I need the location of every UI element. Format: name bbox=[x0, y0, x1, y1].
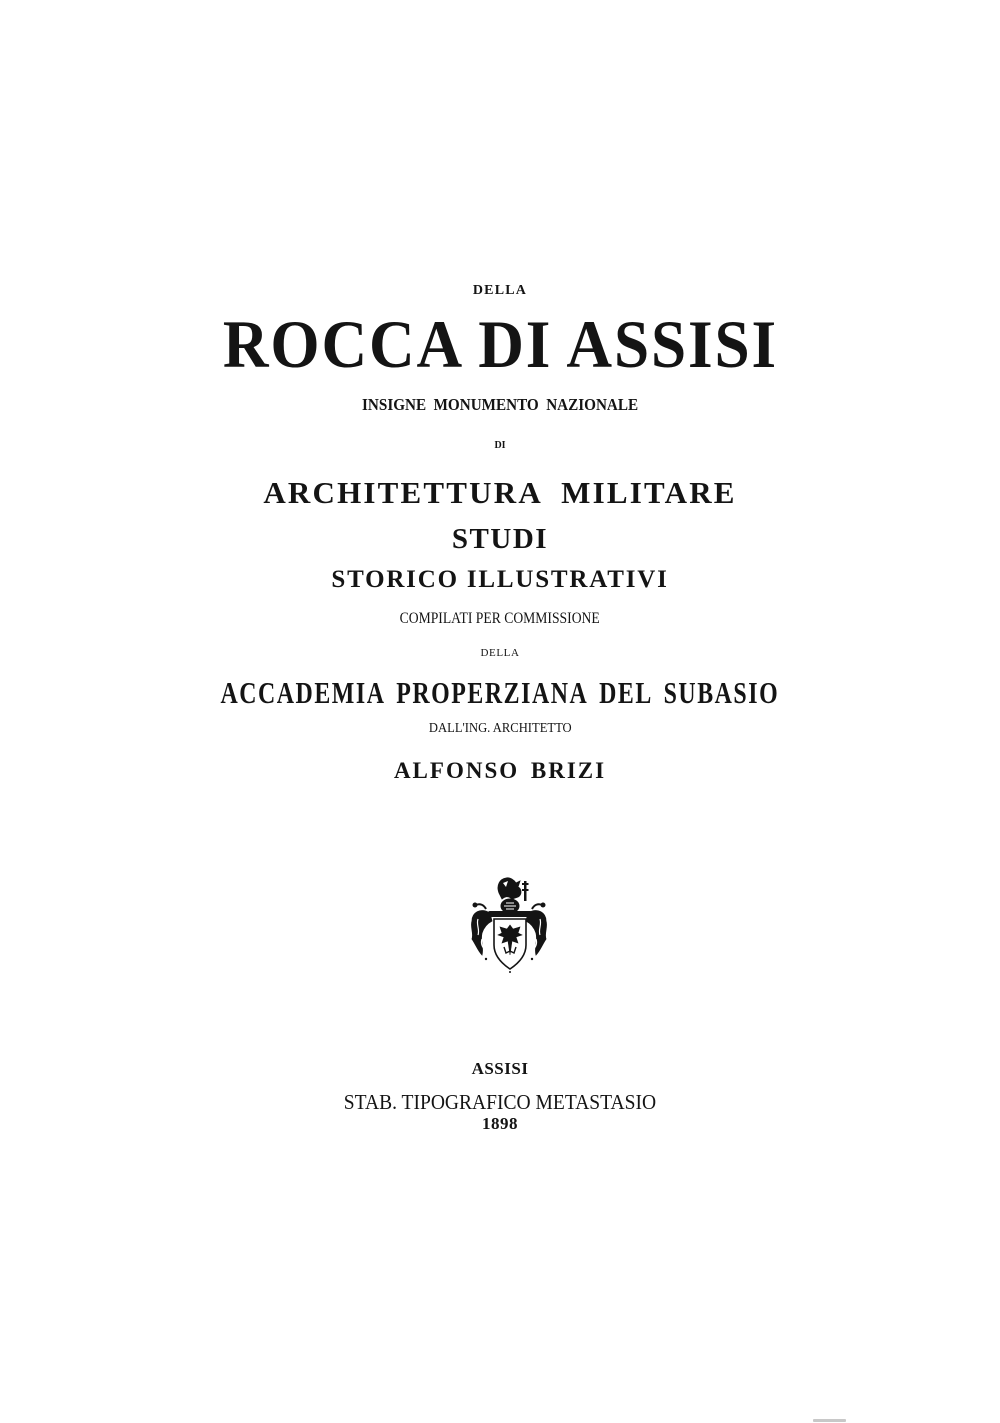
main-title-text: ROCCA DI ASSISI bbox=[222, 306, 778, 382]
storico-heading bbox=[0, 567, 1000, 592]
author-name bbox=[0, 759, 1000, 782]
imprint-printer-text: STAB. TIPOGRAFICO METASTASIO bbox=[343, 1090, 657, 1114]
storico-text: STORICO ILLUSTRATIVI bbox=[331, 566, 669, 593]
coat-of-arms-icon bbox=[466, 875, 552, 975]
della-connector bbox=[0, 648, 1000, 659]
author-credit-text: DALL'ING. ARCHITETTO bbox=[428, 721, 572, 736]
accademia-heading bbox=[0, 677, 1000, 708]
compilati-line bbox=[0, 611, 1000, 627]
imprint-city bbox=[0, 1060, 1000, 1077]
imprint-printer bbox=[0, 1092, 1000, 1113]
page-scroll-indicator bbox=[813, 1419, 846, 1422]
author-name-text: ALFONSO BRIZI bbox=[393, 758, 607, 783]
compilati-text: COMPILATI PER COMMISSIONE bbox=[399, 610, 601, 627]
main-title bbox=[0, 306, 1000, 382]
subtitle bbox=[0, 397, 1000, 414]
imprint-year bbox=[0, 1115, 1000, 1132]
imprint-city-text: ASSISI bbox=[471, 1059, 529, 1078]
studi-text: STUDI bbox=[451, 523, 549, 555]
imprint-year-text: 1898 bbox=[482, 1114, 518, 1133]
della-2-text: DELLA bbox=[480, 647, 520, 659]
author-credit-line bbox=[0, 722, 1000, 736]
studi-heading bbox=[0, 525, 1000, 554]
della-heading bbox=[0, 284, 1000, 298]
di-text: DI bbox=[494, 440, 506, 451]
architettura-text: ARCHITETTURA MILITARE bbox=[263, 475, 737, 510]
subtitle-text: INSIGNE MONUMENTO NAZIONALE bbox=[361, 395, 639, 414]
accademia-text: ACCADEMIA PROPERZIANA DEL SUBASIO bbox=[220, 675, 780, 710]
della-text: DELLA bbox=[472, 283, 528, 298]
di-connector bbox=[0, 441, 1000, 451]
architettura-heading bbox=[0, 477, 1000, 508]
